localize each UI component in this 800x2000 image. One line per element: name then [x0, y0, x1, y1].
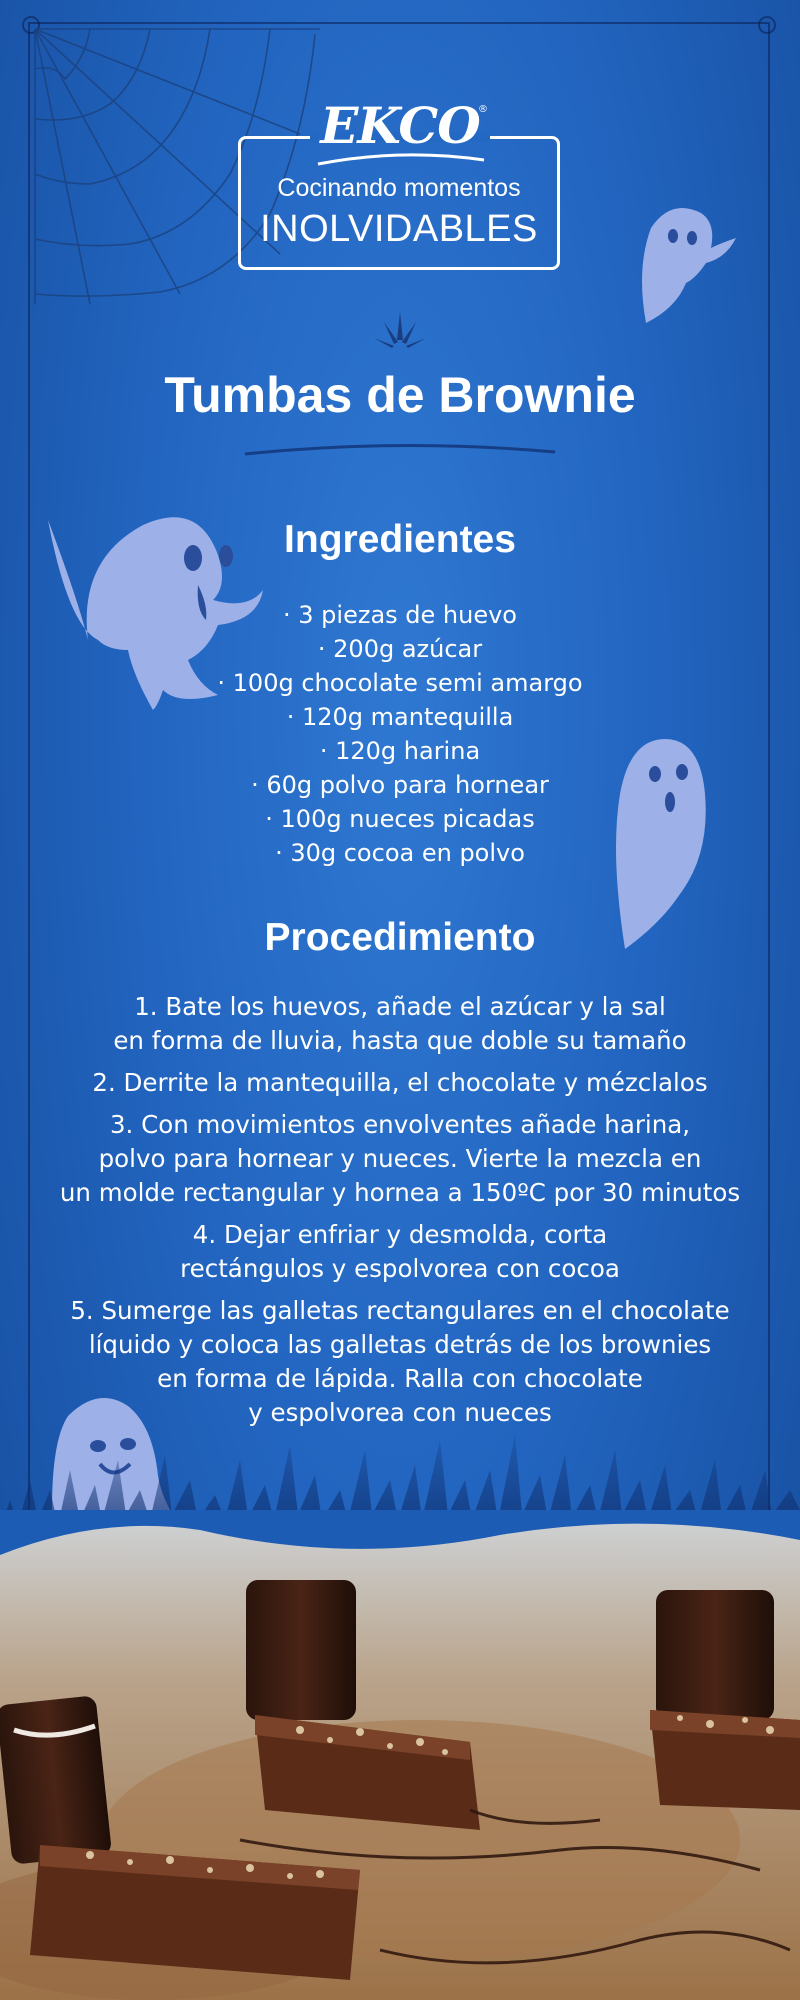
tagline-line-2: INOLVIDABLES [260, 208, 538, 250]
list-item: · 60g polvo para hornear [251, 771, 549, 799]
registered-mark: ® [478, 104, 488, 115]
procedure-heading: Procedimiento [264, 916, 536, 959]
list-item: 4. Dejar enfriar y desmolda, corta rectángulos y espolvorea con cocoa [180, 1220, 620, 1283]
spark-icon [370, 310, 430, 350]
tagline-line-1: Cocinando momentos [277, 174, 521, 202]
ingredients-list [0, 598, 800, 870]
list-item: 1. Bate los huevos, añade el azúcar y la sal en forma de lluvia, hasta que doble su tamaño [113, 992, 687, 1055]
list-item: 3. Con movimientos envolventes añade harina, polvo para hornear y nueces. Vierte la mezcla en un molde rectangular y hornea a 150ºC por 30 minutos [59, 1110, 741, 1207]
list-item: · 3 piezas de huevo [283, 601, 517, 629]
title-divider [240, 440, 560, 460]
brownie-photo [0, 1510, 800, 2000]
ghost-icon [626, 198, 736, 328]
list-item: 2. Derrite la mantequilla, el chocolate y mézclalos [92, 1068, 708, 1097]
list-item: · 120g mantequilla [286, 703, 514, 731]
procedure-steps [30, 990, 770, 1438]
list-item: · 30g cocoa en polvo [275, 839, 525, 867]
recipe-title: Tumbas de Brownie [164, 367, 636, 423]
list-item: · 200g azúcar [317, 635, 483, 663]
brand-name: EKCO [320, 96, 480, 155]
list-item: · 100g nueces picadas [265, 805, 535, 833]
list-item: 5. Sumerge las galletas rectangulares en el chocolate líquido y coloca las galletas detrás de los brownies en forma de lápida. Ralla con chocolate y espolvorea con nueces [70, 1296, 730, 1427]
swoosh-icon [316, 150, 486, 170]
list-item: · 120g harina [319, 737, 481, 765]
list-item: · 100g chocolate semi amargo [217, 669, 583, 697]
ingredients-heading: Ingredientes [284, 518, 516, 561]
